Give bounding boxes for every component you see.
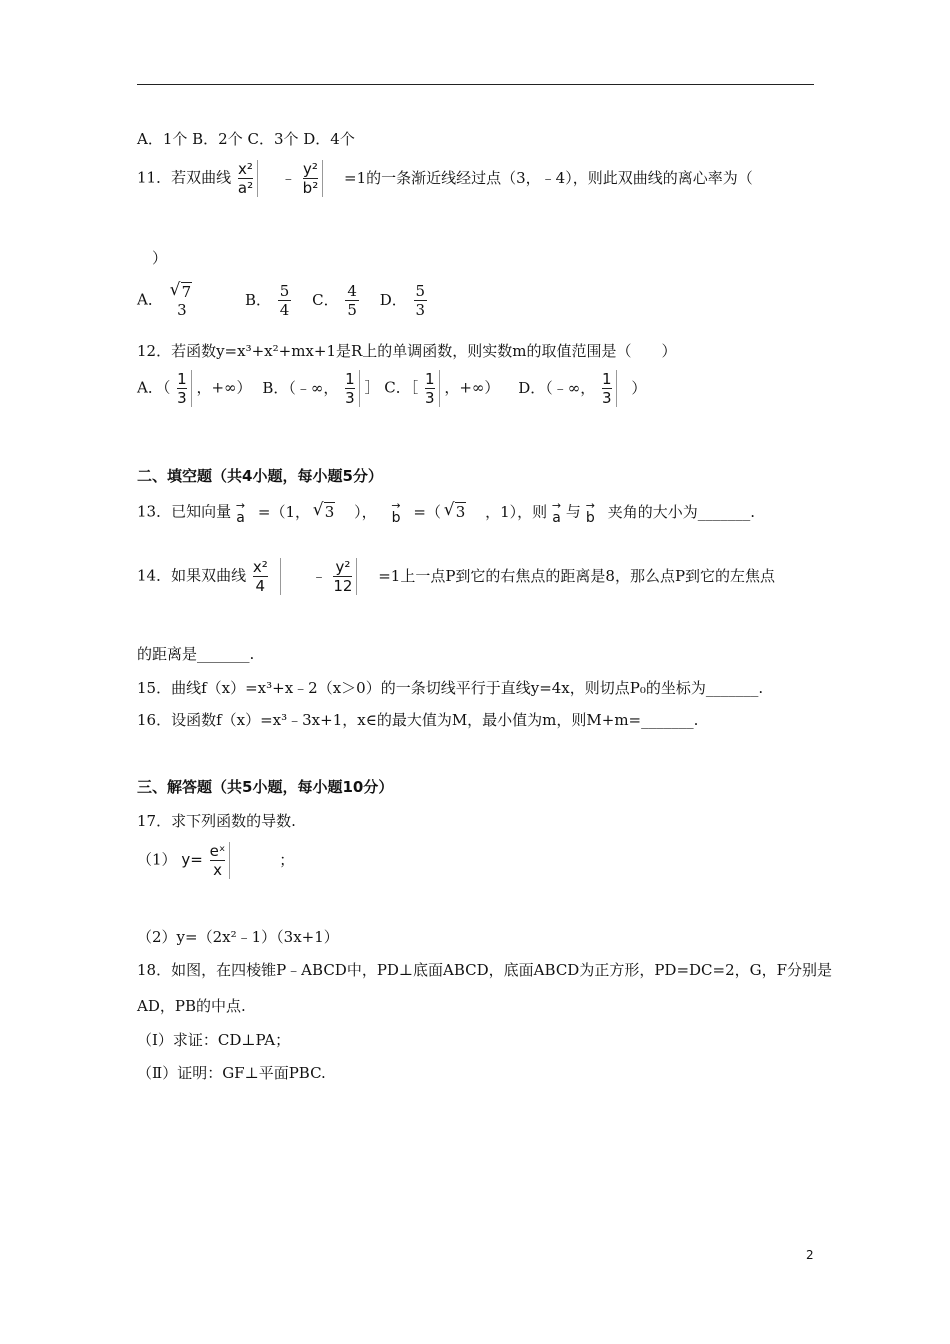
question-14: 14．如果双曲线 $\frac{\text{x²}}{4}$ ﹣ $\frac{\text{y²}}{12}$ =1上一点P到它的右焦点的距离是8，那么点P到它的左焦点 xyxy=(137,558,776,595)
q10-options: A．1个 B．2个 C．3个 D．4个 xyxy=(137,130,355,148)
question-15: 15．曲线f（x）=x³+x﹣2（x＞0）的一条切线平行于直线y=4x，则切点P₀的坐标为_______. xyxy=(137,679,764,697)
question-17-title: 17．求下列函数的导数. xyxy=(137,812,296,830)
q12-option-c-fraction: $\frac{1}{3}$ xyxy=(423,370,440,407)
q11-fraction-y2-b2: $\frac{\text{y²}}{\text{b²}}$ xyxy=(301,160,324,197)
q11-number: 11．若双曲线 xyxy=(137,168,232,187)
vector-b-second: → b xyxy=(585,499,595,526)
question-18-part-2: （Ⅱ）证明：GF⊥平面PBC. xyxy=(137,1064,326,1082)
q14-line-2: 的距离是_______. xyxy=(137,645,255,663)
q11-close-paren: ） xyxy=(152,249,168,267)
header-rule xyxy=(137,84,814,85)
question-16: 16．设函数f（x）=x³﹣3x+1，x∈的最大值为M，最小值为m，则M+m=_______. xyxy=(137,711,699,729)
q12-option-d-fraction: $\frac{1}{3}$ xyxy=(600,370,617,407)
q12-options: A．（ $\frac{1}{3}$ ，+∞） B．（﹣∞， $\frac{1}{3}$ ］ C．［ $\frac{1}{3}$ ，+∞） D．（﹣∞， $\frac{1}{3}$ ） xyxy=(137,370,647,407)
q11-fraction-x2-a2: $\frac{\text{x²}}{\text{a²}}$ xyxy=(236,160,258,197)
vector-a-second: → a xyxy=(551,499,562,526)
q11-option-a-fraction: √ 7 3 xyxy=(170,283,195,319)
page-number: 2 xyxy=(806,1248,814,1262)
q11-option-d-fraction: $\frac{5}{3}$ xyxy=(415,282,426,319)
vector-a: → a xyxy=(235,499,246,526)
q14-fraction-x2-4: $\frac{\text{x²}}{4}$ xyxy=(251,558,281,595)
question-13: 13．已知向量 → a =（1， √ 3 ）， → b =（ √ 3 ，1），则 → a 与 → b 夹角的大小为_______. xyxy=(137,500,755,525)
question-17-part-1: （1） y= $\frac{\text{eˣ}}{x}$ ； xyxy=(137,842,295,879)
question-18-line-1: 18．如图，在四棱锥P﹣ABCD中，PD⊥底面ABCD，底面ABCD为正方形，PD=DC=2，G，F分别是 xyxy=(137,961,833,979)
vector-b: → b xyxy=(391,499,401,526)
question-12: 12．若函数y=x³+x²+mx+1是R上的单调函数，则实数m的取值范围是（ ） xyxy=(137,342,677,360)
section-3-heading: 三、解答题（共5小题，每小题10分） xyxy=(137,778,394,796)
q11-option-c-fraction: $\frac{4}{5}$ xyxy=(347,282,357,319)
q12-option-a-fraction: $\frac{1}{3}$ xyxy=(175,370,192,407)
q11-option-b-fraction: $\frac{5}{4}$ xyxy=(279,282,290,319)
q14-fraction-y2-12: $\frac{\text{y²}}{12}$ xyxy=(331,558,357,595)
question-11: 11．若双曲线 $\frac{\text{x²}}{\text{a²}}$ ﹣ $\frac{\text{y²}}{\text{b²}}$ =1的一条渐近线经过点（3，﹣4），则此双曲线的离心率为（ xyxy=(137,160,753,197)
question-18-line-2: AD，PB的中点. xyxy=(137,997,246,1015)
question-18-part-1: （Ⅰ）求证：CD⊥PA； xyxy=(137,1031,291,1049)
question-17-part-2: （2）y=（2x²﹣1）（3x+1） xyxy=(137,928,339,946)
q17-fraction-ex-x: $\frac{\text{eˣ}}{x}$ xyxy=(208,842,231,879)
q13-sqrt-3-first: √ 3 xyxy=(315,503,336,521)
q12-option-b-fraction: $\frac{1}{3}$ xyxy=(343,370,360,407)
q11-options: A． √ 7 3 B． $\frac{5}{4}$ C． $\frac{4}{5}$ D． $\frac{5}{3}$ xyxy=(137,282,429,319)
q13-sqrt-3-second: √ 3 xyxy=(446,503,467,521)
section-2-heading: 二、填空题（共4小题，每小题5分） xyxy=(137,467,383,485)
